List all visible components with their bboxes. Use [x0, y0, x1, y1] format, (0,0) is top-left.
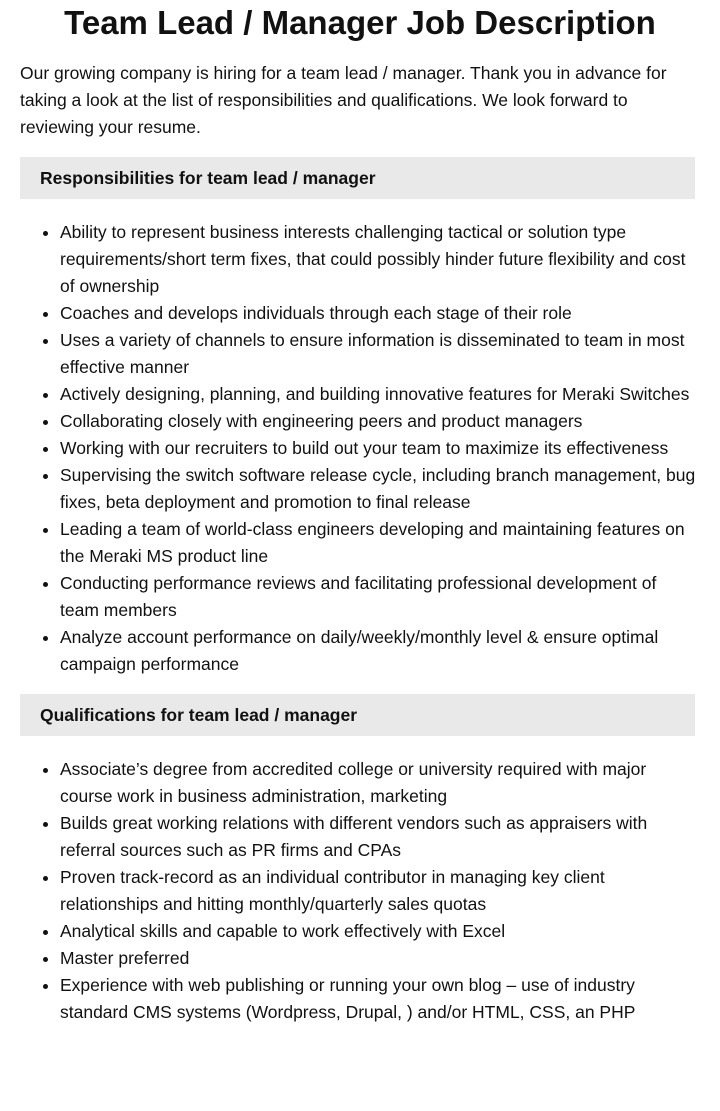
- list-item: • Experience with web publishing or running your own blog – use of industry standard CMS systems (Wordpress, Drupal, ) and/or HTML, CSS, an PHP: [60, 972, 700, 1026]
- list-item: • Collaborating closely with engineering peers and product managers: [60, 408, 700, 435]
- page-title: Team Lead / Manager Job Description: [64, 4, 656, 41]
- list-item: • Coaches and develops individuals through each stage of their role: [60, 300, 700, 327]
- responsibilities-list: [20, 219, 700, 678]
- list-item: • Builds great working relations with different vendors such as appraisers with referral sources such as PR firms and CPAs: [60, 810, 700, 864]
- list-item: • Actively designing, planning, and building innovative features for Meraki Switches: [60, 381, 700, 408]
- list-item: • Leading a team of world-class engineers developing and maintaining features on the Meraki MS product line: [60, 516, 700, 570]
- list-item: • Working with our recruiters to build out your team to maximize its effectiveness: [60, 435, 700, 462]
- qualifications-heading: Qualifications for team lead / manager: [20, 694, 695, 736]
- list-item: • Conducting performance reviews and facilitating professional development of team members: [60, 570, 700, 624]
- qualifications-list: [20, 756, 700, 1026]
- intro-text: Our growing company is hiring for a team lead / manager. Thank you in advance for taking a look at the list of responsibilities and qualifications. We look forward to reviewing your resume.: [20, 63, 667, 137]
- list-item: • Associate’s degree from accredited college or university required with major course work in business administration, marketing: [60, 756, 700, 810]
- list-item: • Supervising the switch software release cycle, including branch management, bug fixes, beta deployment and promotion to final release: [60, 462, 700, 516]
- list-item: • Proven track-record as an individual contributor in managing key client relationships and hitting monthly/quarterly sales quotas: [60, 864, 700, 918]
- list-item: • Master preferred: [60, 945, 700, 972]
- responsibilities-heading: Responsibilities for team lead / manager: [20, 157, 695, 199]
- list-item: • Uses a variety of channels to ensure information is disseminated to team in most effective manner: [60, 327, 700, 381]
- list-item: • Analyze account performance on daily/weekly/monthly level & ensure optimal campaign performance: [60, 624, 700, 678]
- list-item: • Analytical skills and capable to work effectively with Excel: [60, 918, 700, 945]
- list-item: • Ability to represent business interests challenging tactical or solution type requirements/short term fixes, that could possibly hinder future flexibility and cost of ownership: [60, 219, 700, 300]
